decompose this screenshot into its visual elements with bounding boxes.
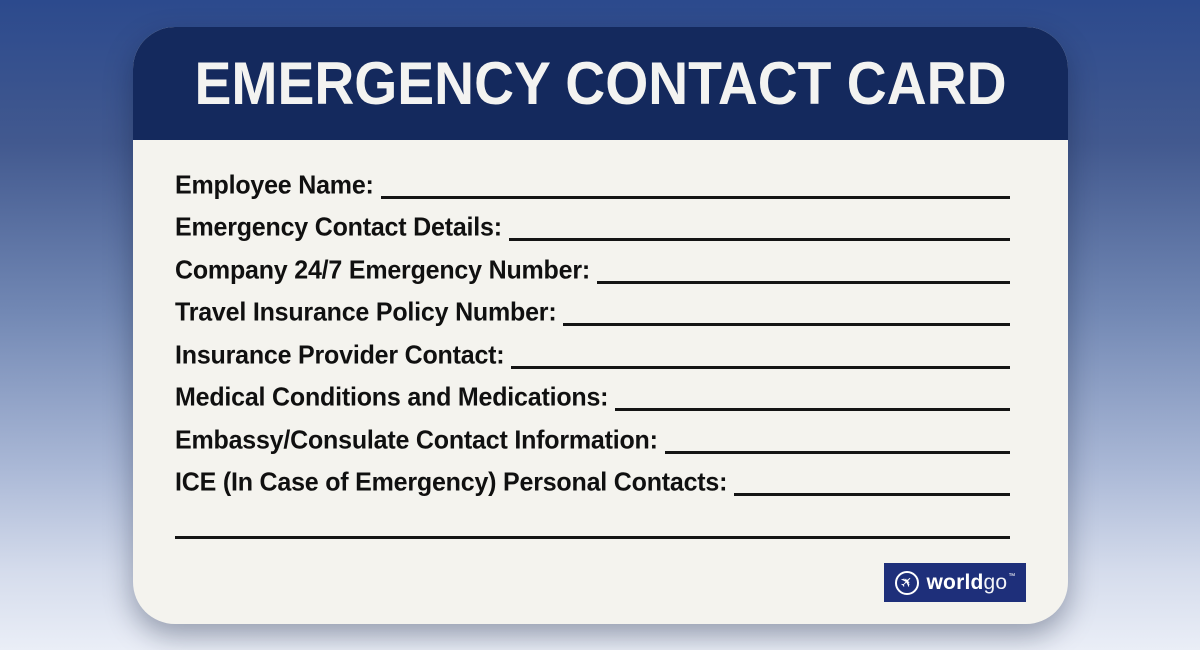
fill-in-line <box>509 238 1010 241</box>
field-row-ice-personal-contacts <box>175 459 1010 502</box>
worldgo-logo <box>884 563 1026 602</box>
fill-in-line <box>734 493 1010 496</box>
fill-in-line <box>381 196 1010 199</box>
card-title: EMERGENCY CONTACT CARD <box>194 49 1007 118</box>
field-label-employee-name: Employee Name: <box>175 170 374 200</box>
worldgo-wordmark <box>927 571 1016 595</box>
field-row-travel-insurance-policy-number <box>175 289 1010 332</box>
field-label-travel-insurance-policy-number: Travel Insurance Policy Number: <box>175 297 557 327</box>
field-row-continuation <box>175 501 1010 544</box>
field-label-ice-personal-contacts: ICE (In Case of Emergency) Personal Contacts: <box>175 467 728 497</box>
field-label-medical-conditions: Medical Conditions and Medications: <box>175 382 609 412</box>
fill-in-line-continuation <box>175 536 1010 539</box>
card-header <box>133 27 1068 140</box>
brand-word-world: world <box>926 570 984 594</box>
fill-in-line <box>615 408 1010 411</box>
trademark-symbol: ™ <box>1008 572 1016 580</box>
fill-in-line <box>563 323 1010 326</box>
fill-in-line <box>597 281 1010 284</box>
card-body <box>133 140 1068 624</box>
brand-word-go: go <box>983 570 1008 594</box>
field-label-emergency-contact-details: Emergency Contact Details: <box>175 212 502 242</box>
emergency-contact-card <box>133 27 1068 624</box>
airplane-icon: ✈ <box>895 571 919 595</box>
field-row-embassy-consulate-contact <box>175 416 1010 459</box>
fill-in-line <box>511 366 1010 369</box>
field-row-insurance-provider-contact <box>175 331 1010 374</box>
field-label-insurance-provider-contact: Insurance Provider Contact: <box>175 340 505 370</box>
field-label-embassy-consulate-contact: Embassy/Consulate Contact Information: <box>175 425 658 455</box>
field-row-medical-conditions <box>175 374 1010 417</box>
fill-in-line <box>665 451 1010 454</box>
field-row-emergency-contact-details <box>175 204 1010 247</box>
field-label-company-emergency-number: Company 24/7 Emergency Number: <box>175 255 590 285</box>
field-row-employee-name <box>175 161 1010 204</box>
field-row-company-emergency-number <box>175 246 1010 289</box>
